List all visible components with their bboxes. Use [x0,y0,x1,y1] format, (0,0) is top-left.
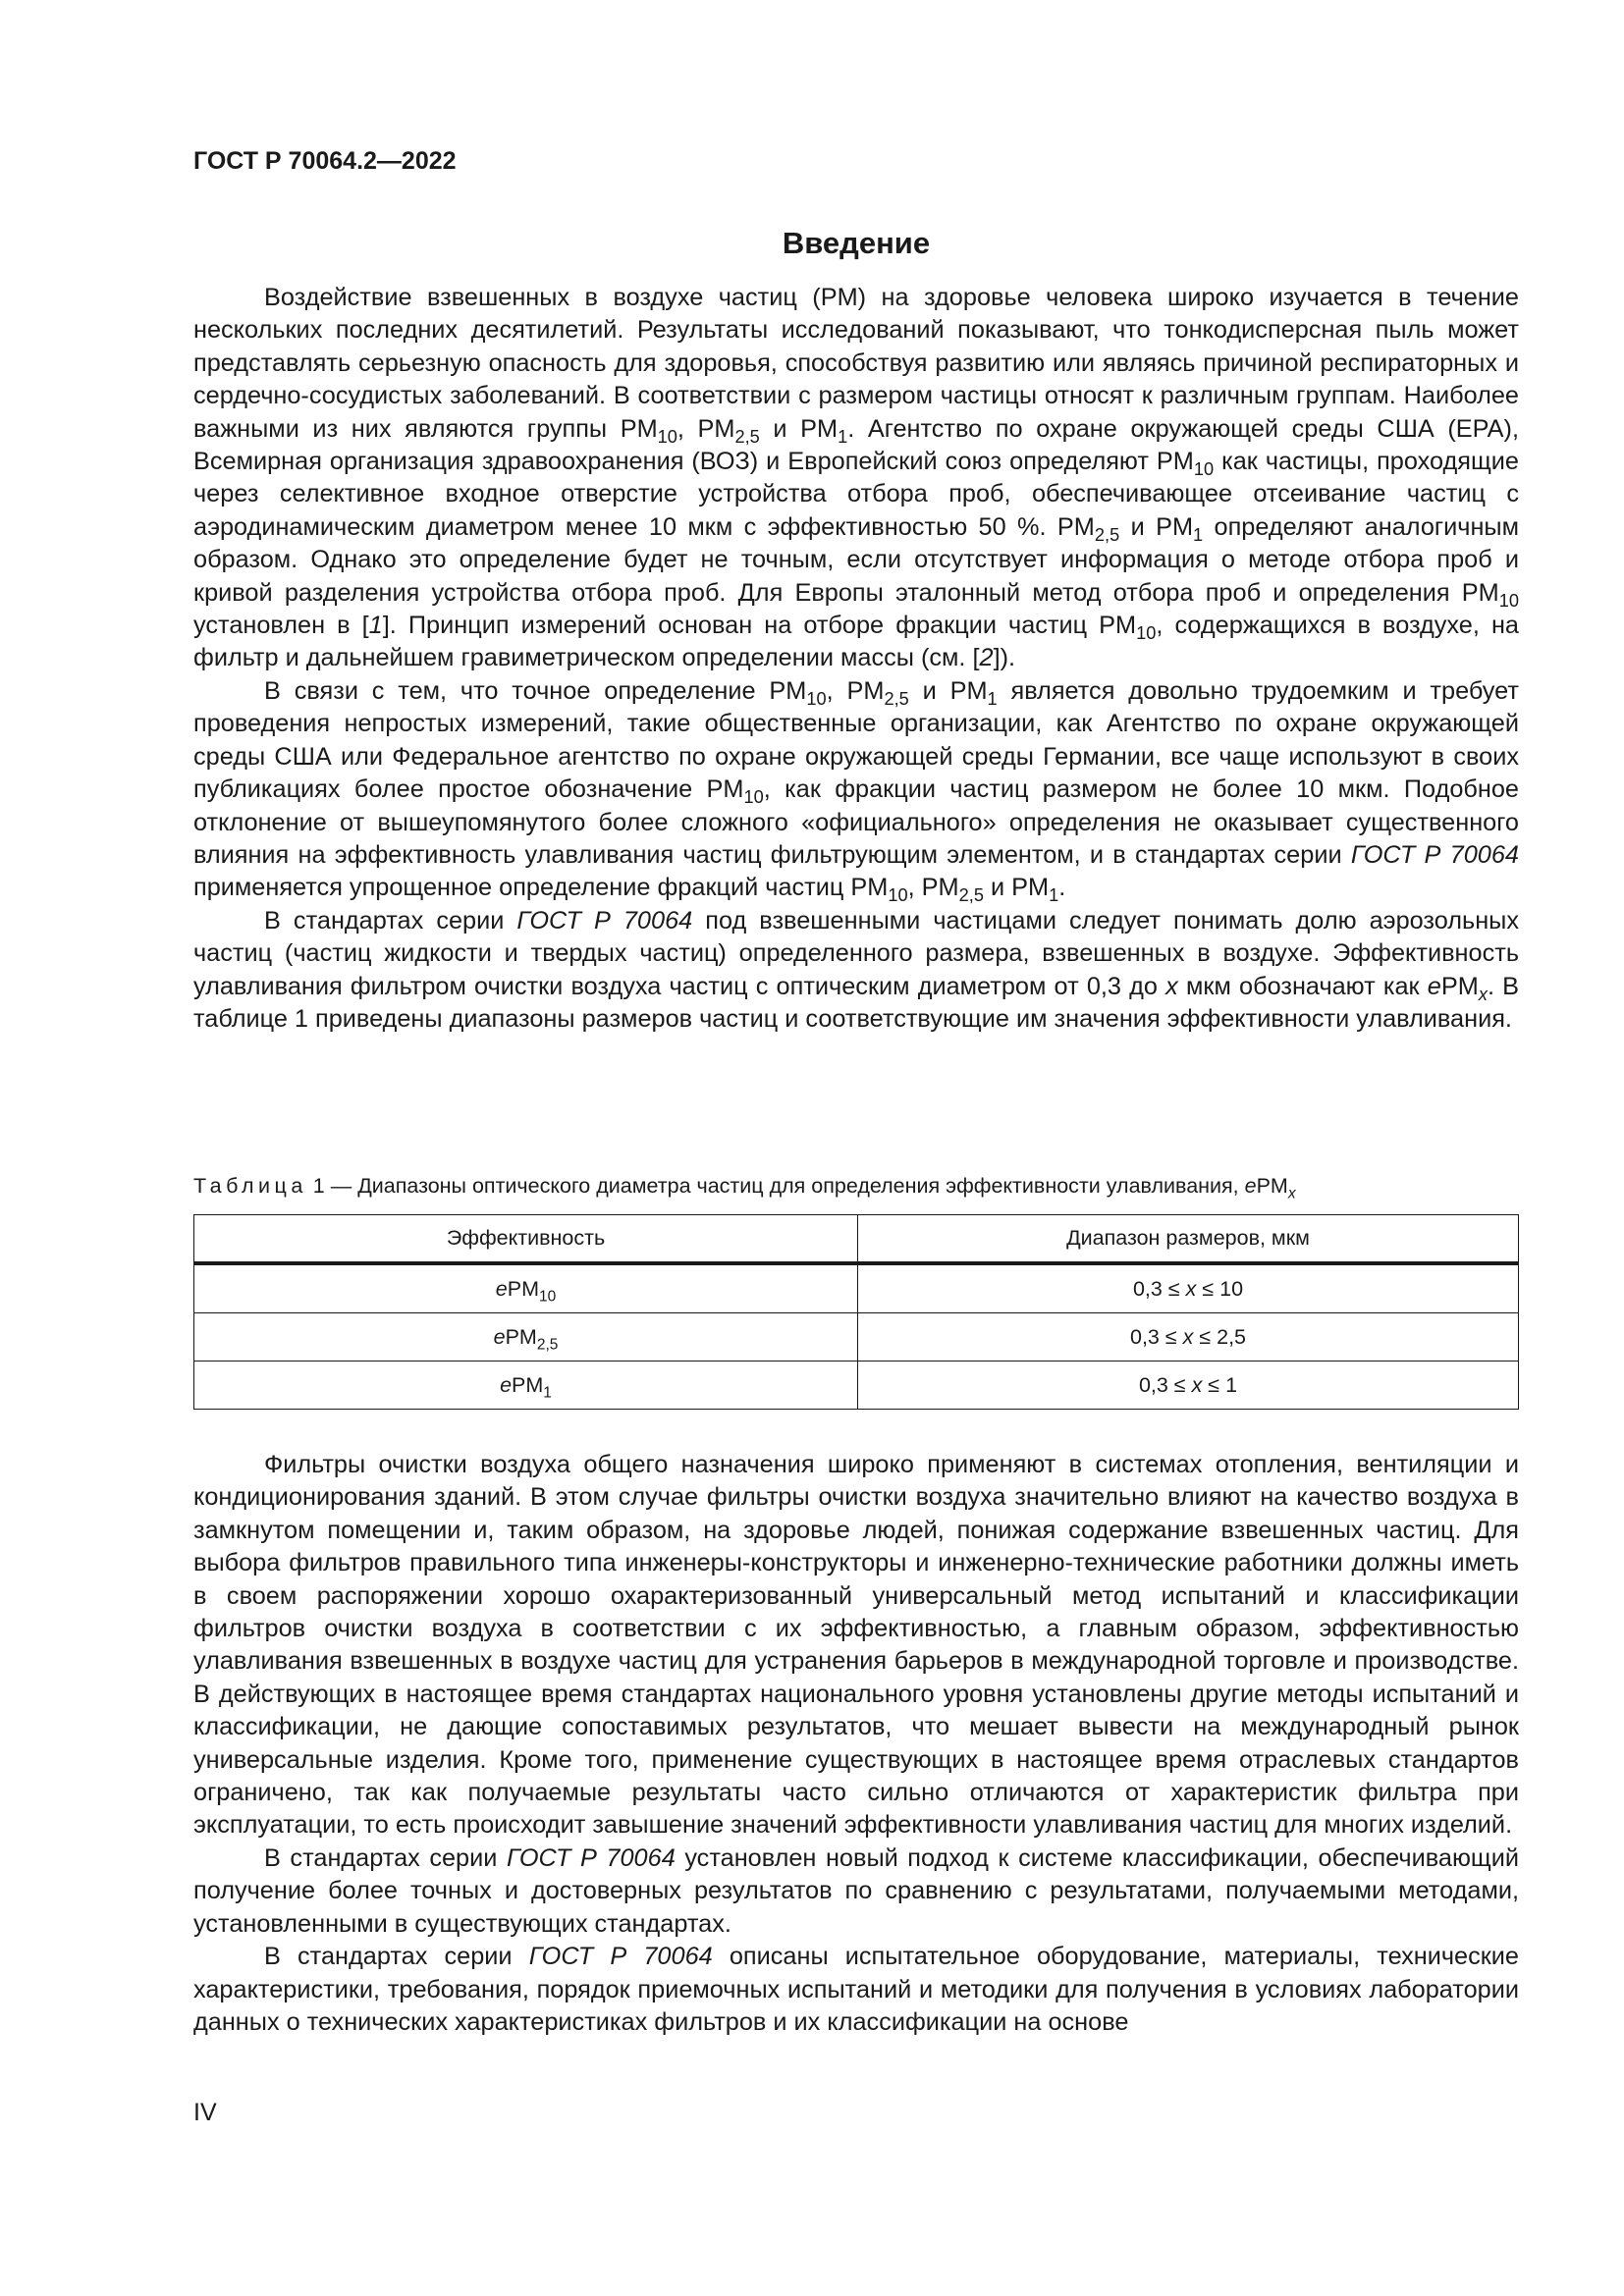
table-caption: Таблица 1 — Диапазоны оптического диаметра частиц для определения эффективности улавливания, ePM$_x$ [193,1174,1296,1202]
intro-text [193,282,1519,1036]
paragraph-1: Воздействие взвешенных в воздухе частиц (PM) на здоровье человека широко изучается в течение нескольких последних десятилетий. Результаты исследований показывают, что тонкодисперсная пыль может представлять серьезную опасность для здоровья, способствуя развитию или являясь причиной респираторных и сердечно-сосудистых заболеваний. В соответствии с размером частицы относят к различным группам. Наиболее важными из них являются группы $PM_{10}$, $PM_{2,5}$ и $PM_1$. Агентство по охране окружающей среды США (EPA), Всемирная организация здравоохранения (ВОЗ) и Европейский союз определяют $PM_{10}$ как частицы, проходящие через селективное входное отверстие устройства отбора проб, обеспечивающее отсеивание частиц с аэродинамическим диаметром менее 10 мкм с эффективностью 50 %. $PM_{2,5}$ и $PM_1$ определяют аналогичным образом. Однако это определение будет не точным, если отсутствует информация о методе отбора проб и кривой разделения устройства отбора проб. Для Европы эталонный метод отбора проб и определения $PM_{10}$ установлен в [1]. Принцип измерений основан на отборе фракции частиц $PM_{10}$, содержащихся в воздухе, на фильтр и дальнейшем гравиметрическом определении массы (см. [2]). [193,284,1520,672]
body-text-after-table [193,1449,1519,2039]
paragraph-5: В стандартах серии ГОСТ Р 70064 установлен новый подход к системе классификации, обеспечивающий получение более точных и достоверных результатов по сравнению с результатами, получаемыми методами, установленными в существующих стандартах. [193,1843,1519,1938]
paragraph-3: В стандартах серии ГОСТ Р 70064 под взвешенными частицами следует понимать долю аэрозольных частиц (частиц жидкости и твердых частиц) определенного размера, взвешенных в воздухе. Эффективность улавливания фильтром очистки воздуха частиц с оптическим диаметром от 0,3 до x мкм обозначают как ePM$_x$. В таблице 1 приведены диапазоны размеров частиц и соответствующие им значения эффективности улавливания. [193,906,1520,1033]
standard-code-header: ГОСТ Р 70064.2—2022 [193,147,457,175]
table-cell-efficiency: ePM$_{10}$ [194,1263,858,1313]
table-row [194,1362,1519,1410]
table-row [194,1263,1519,1313]
section-title: Введение [782,226,931,260]
table-cell-efficiency: ePM$_1$ [194,1362,858,1410]
reference-link: 1 [368,612,383,640]
table-header-cell: Эффективность [194,1215,858,1264]
table-row [194,1313,1519,1362]
table-cell-range: 0,3 ≤ x ≤ 10 [858,1263,1519,1313]
paragraph-6: В стандартах серии ГОСТ Р 70064 описаны испытательное оборудование, материалы, технические характеристики, требования, порядок приемочных испытаний и методики для получения в условиях лаборатории данных о технических характеристиках фильтров и их классификации на основе [193,1943,1519,2036]
efficiency-table [193,1214,1519,1410]
table-cell-range: 0,3 ≤ x ≤ 1 [858,1362,1519,1410]
page-number: IV [193,2099,217,2126]
reference-link: 2 [979,644,994,672]
paragraph-2: В связи с тем, что точное определение $PM_{10}$, $PM_{2,5}$ и $PM_1$ является довольно трудоемким и требует проведения непростых измерений, такие общественные организации, как Агентство по охране окружающей среды США или Федеральное агентство по охране окружающей среды Германии, все чаще используют в своих публикациях более простое обозначение $PM_{10}$, как фракции частиц размером не более 10 мкм. Подобное отклонение от вышеупомянутого более сложного «официального» определения не оказывает существенного влияния на эффективность улавливания частиц фильтрующим элементом, и в стандартах серии ГОСТ Р 70064 применяется упрощенное определение фракций частиц $PM_{10}$, $PM_{2,5}$ и $PM_1$. [193,676,1520,906]
paragraph-4: Фильтры очистки воздуха общего назначения широко применяют в системах отопления, вентиляции и кондиционирования зданий. В этом случае фильтры очистки воздуха значительно влияют на качество воздуха в замкнутом помещении и, таким образом, на здоровье людей, понижая содержание взвешенных частиц. Для выбора фильтров правильного типа инженеры-конструкторы и инженерно-технические работники должны иметь в своем распоряжении хорошо охарактеризованный универсальный метод испытаний и классификации фильтров очистки воздуха в соответствии с их эффективностью, а главным образом, эффективностью улавливания взвешенных в воздухе частиц для устранения барьеров в международной торговле и производстве. В действующих в настоящее время стандартах национального уровня установлены другие методы испытаний и классификации, не дающие сопоставимых результатов, что мешает вывести на международный рынок универсальные изделия. Кроме того, применение существующих в настоящее время отраслевых стандартов ограничено, так как получаемые результаты часто сильно отличаются от характеристик фильтра при эксплуатации, то есть происходит завышение значений эффективности улавливания частиц для многих изделий. [193,1451,1519,1840]
table-header-row [194,1215,1519,1264]
table-cell-range: 0,3 ≤ x ≤ 2,5 [858,1313,1519,1362]
table-header-cell: Диапазон размеров, мкм [858,1215,1519,1264]
table-cell-efficiency: ePM$_{2,5}$ [194,1313,858,1362]
